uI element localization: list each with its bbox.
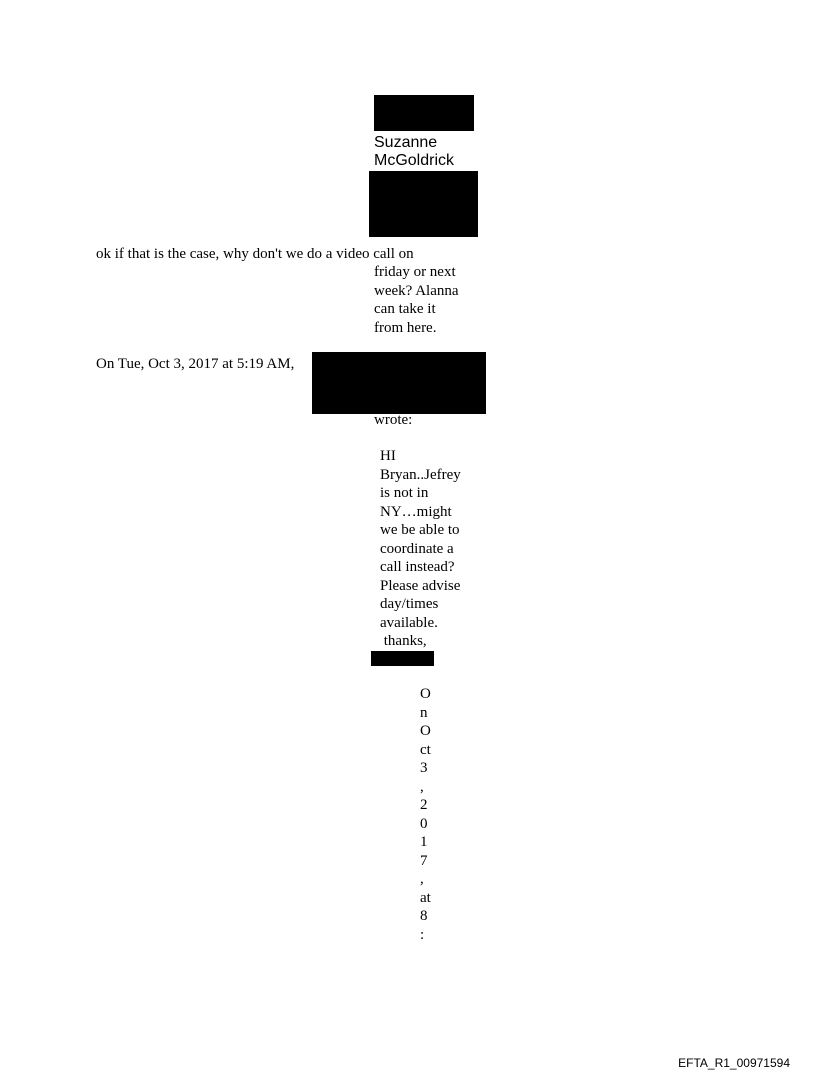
nested-quote-char: 7 — [420, 852, 428, 869]
reply-line: friday or next — [374, 264, 456, 280]
nested-quote-char: 2 — [420, 797, 428, 813]
signature-name — [374, 134, 454, 170]
nested-quote-char: at — [420, 889, 431, 906]
quote-body-line: HI — [380, 448, 396, 464]
quote-header: On Tue, Oct 3, 2017 at 5:19 AM, — [96, 356, 295, 372]
reply-wrapped-text — [374, 263, 459, 337]
stray-comma: , — [468, 114, 472, 128]
nested-quote-char: O — [420, 723, 431, 739]
nested-quote-char: , — [420, 871, 424, 887]
nested-quote-char: 3 — [420, 760, 428, 776]
quote-body-line: day/times — [380, 596, 439, 612]
quote-body-line: coordinate a — [380, 540, 454, 557]
nested-quote-char: ct — [420, 741, 431, 758]
reply-line: week? Alanna — [374, 282, 459, 299]
quote-body-line: available. — [380, 614, 438, 631]
nested-quote-header — [420, 685, 431, 944]
quote-body-line: thanks, — [380, 633, 427, 649]
redaction-box-quote-sender — [312, 352, 486, 414]
signature-last-name: McGoldrick — [374, 152, 455, 169]
nested-quote-char: , — [420, 778, 424, 795]
quote-body-line: NY…might — [380, 503, 452, 520]
quote-body — [380, 447, 461, 651]
reply-first-line: ok if that is the case, why don't we do a video call on — [96, 246, 414, 262]
redaction-box-quote-signoff — [371, 651, 434, 666]
nested-quote-char: O — [420, 686, 431, 702]
redaction-box-signature — [369, 171, 478, 237]
quote-body-line: Please advise — [380, 577, 461, 594]
nested-quote-char: : — [420, 926, 425, 943]
quote-body-line: is not in — [380, 485, 429, 501]
document-id: EFTA_R1_00971594 — [678, 1056, 790, 1070]
nested-quote-char: n — [420, 704, 428, 721]
reply-line: can take it — [374, 301, 436, 317]
nested-quote-char: 0 — [420, 815, 428, 832]
signature-first-name: Suzanne — [374, 134, 438, 151]
nested-quote-char: 1 — [420, 834, 428, 850]
quote-header-wrote: wrote: — [374, 412, 413, 428]
quote-body-line: call instead? — [380, 559, 455, 575]
nested-quote-char: 8 — [420, 908, 428, 924]
quote-body-line: Bryan..Jefrey — [380, 466, 461, 483]
quote-body-line: we be able to — [380, 522, 460, 538]
redaction-box-sender — [374, 95, 474, 131]
reply-line: from here. — [374, 319, 437, 336]
